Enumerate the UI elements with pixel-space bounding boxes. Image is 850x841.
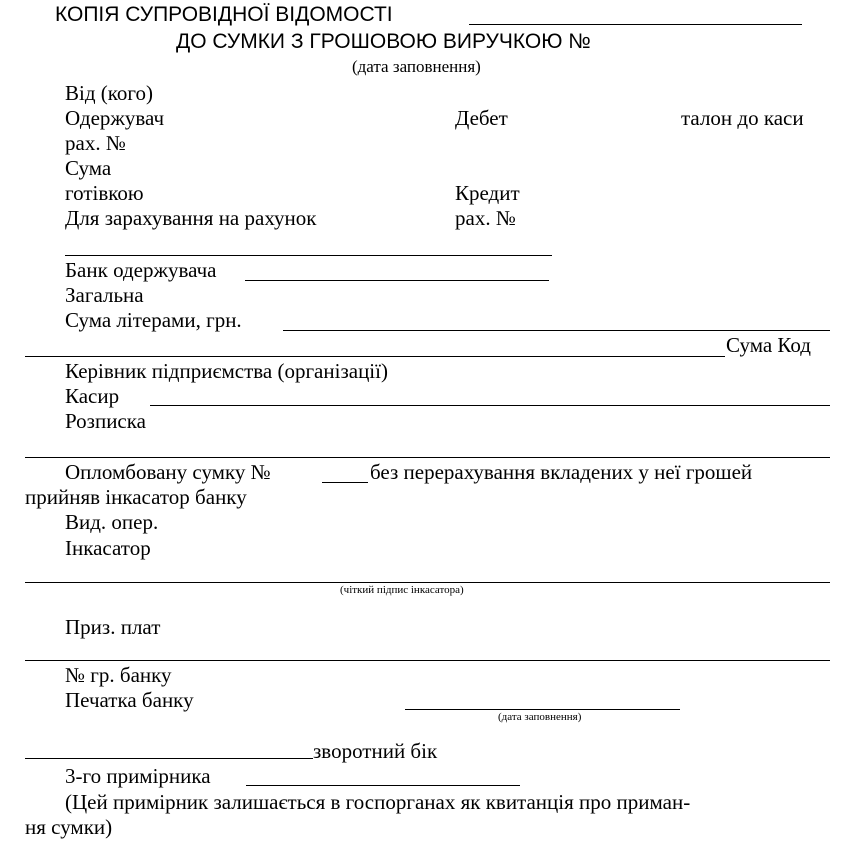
fill-date-line [405, 709, 680, 710]
credit-account-no-label: рах. № [455, 206, 516, 230]
third-copy-label: 3-го примірника [65, 764, 211, 788]
fill-date-caption: (дата заповнення) [498, 711, 582, 723]
note-line-2: ня сумки) [25, 815, 113, 839]
recipient-bank-label: Банк одержувача [65, 258, 217, 282]
sum-in-words-line [283, 330, 830, 331]
account-no-label: рах. № [65, 131, 126, 155]
receipt-divider-line [25, 457, 830, 458]
head-of-enterprise-label: Керівник підприємства (організації) [65, 359, 388, 383]
reverse-side-label: зворотний бік [313, 739, 438, 763]
recipient-bank-line [245, 280, 549, 281]
collector-label: Інкасатор [65, 536, 151, 560]
sealed-bag-label: Опломбовану сумку № [65, 460, 271, 484]
account-number-line [65, 255, 552, 256]
legible-signature-caption: (чіткий підпис інкасатора) [340, 584, 464, 596]
sum-in-words-label: Сума літерами, грн. [65, 308, 242, 332]
sum-label: Сума [65, 156, 112, 180]
debit-label: Дебет [455, 106, 508, 130]
payment-sign-label: Приз. плат [65, 615, 161, 639]
bank-group-no-label: № гр. банку [65, 663, 172, 687]
third-copy-line [246, 785, 520, 786]
bag-number-line [322, 482, 368, 483]
in-cash-label: готівкою [65, 181, 144, 205]
receipt-label: Розписка [65, 409, 146, 433]
for-credit-account-label: Для зарахування на рахунок [65, 206, 317, 230]
bank-stamp-label: Печатка банку [65, 688, 194, 712]
payment-sign-line [25, 660, 830, 661]
sealed-bag-continuation: без перерахування вкладених у неї грошей [370, 460, 753, 484]
sum-code-label: Сума Код [726, 333, 811, 357]
note-line-1: (Цей примірник залишається в госпорганах як квитанція про приман- [65, 790, 691, 814]
from-label: Від (кого) [65, 81, 153, 105]
form-title-line2: ДО СУМКИ З ГРОШОВОЮ ВИРУЧКОЮ № [176, 30, 591, 53]
date-caption: (дата заповнення) [352, 57, 481, 76]
title-number-line [469, 24, 802, 25]
collector-signature-line [25, 582, 830, 583]
cash-coupon-label: талон до каси [681, 106, 804, 130]
operation-type-label: Вид. опер. [65, 510, 159, 534]
form-title-line1: КОПІЯ СУПРОВІДНОЇ ВІДОМОСТІ [55, 3, 393, 26]
cashier-label: Касир [65, 384, 120, 408]
sum-continuation-line [25, 356, 725, 357]
accepted-by-collector-label: прийняв інкасатор банку [25, 485, 247, 509]
credit-label: Кредит [455, 181, 520, 205]
total-label: Загальна [65, 283, 144, 307]
recipient-label: Одержувач [65, 106, 165, 130]
reverse-side-line [25, 758, 313, 759]
cashier-line [150, 405, 830, 406]
